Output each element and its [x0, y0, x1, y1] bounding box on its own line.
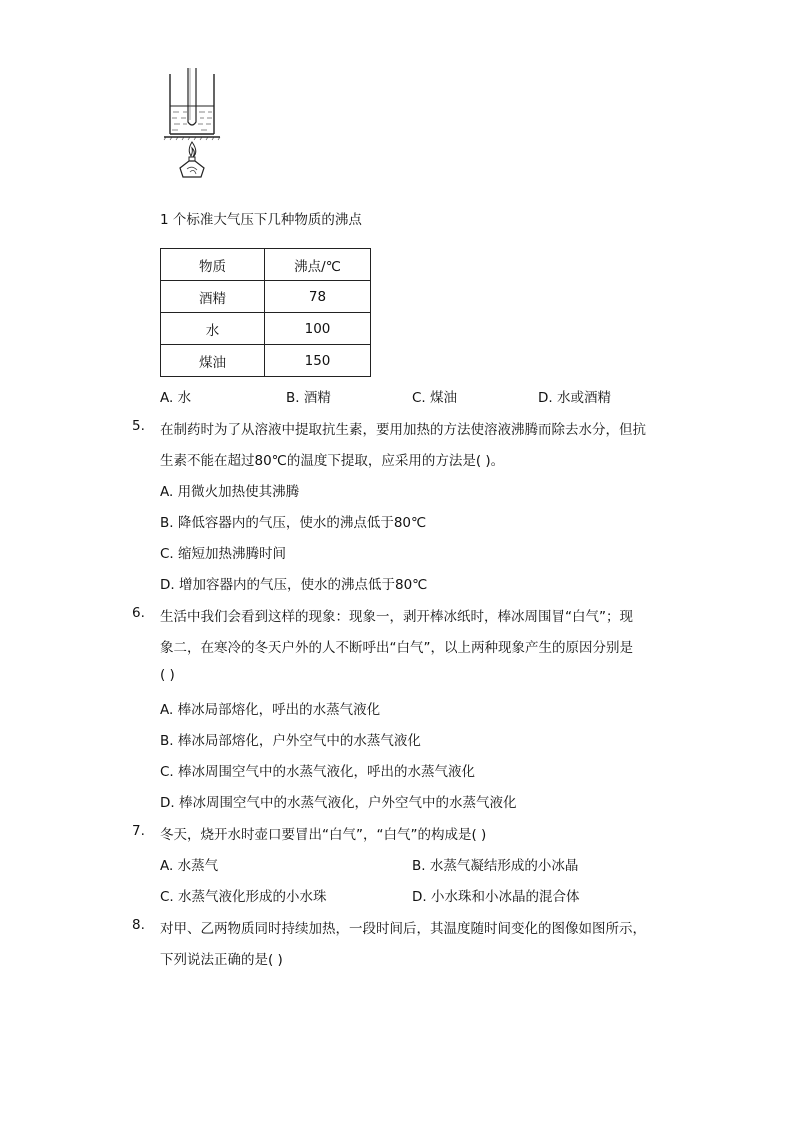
q4-option-a: A. 水 [160, 390, 192, 406]
table-cell: 水 [161, 313, 265, 345]
q6-line-1: 生活中我们会看到这样的现象：现象一，剥开棒冰纸时，棒冰周围冒“白气”；现 [160, 609, 633, 625]
q6-option-d: D. 棒冰周围空气中的水蒸气液化，户外空气中的水蒸气液化 [160, 795, 517, 811]
table-header-row [161, 249, 371, 281]
boiling-point-table [160, 248, 371, 377]
q6-line-3: ( ) [160, 667, 175, 683]
q6-line-2: 象二，在寒冷的冬天户外的人不断呼出“白气”，以上两种现象产生的原因分别是 [160, 640, 633, 656]
q8-line-1: 对甲、乙两物质同时持续加热，一段时间后，其温度随时间变化的图像如图所示， [160, 921, 646, 937]
q7-number: 7. [132, 823, 145, 839]
table-header-cell: 物质 [161, 249, 265, 281]
table-row [161, 281, 371, 313]
q5-line-2: 生素不能在超过80℃的温度下提取，应采用的方法是( )。 [160, 453, 505, 469]
table-row [161, 313, 371, 345]
q5-option-b: B. 降低容器内的气压，使水的沸点低于80℃ [160, 515, 427, 531]
q5-number: 5. [132, 418, 145, 434]
q5-option-d: D. 增加容器内的气压，使水的沸点低于80℃ [160, 577, 428, 593]
boiling-apparatus-figure [160, 64, 224, 180]
table-row [161, 345, 371, 377]
table-cell: 78 [265, 281, 371, 313]
q6-option-a: A. 棒冰局部熔化，呼出的水蒸气液化 [160, 702, 381, 718]
table-header-cell: 沸点/℃ [265, 249, 371, 281]
q4-option-b: B. 酒精 [286, 390, 331, 406]
q7-option-d: D. 小水珠和小冰晶的混合体 [412, 889, 580, 905]
q7-line-1: 冬天，烧开水时壶口要冒出“白气”，“白气”的构成是( ) [160, 827, 487, 843]
q6-number: 6. [132, 605, 145, 621]
q7-option-a: A. 水蒸气 [160, 858, 219, 874]
table-caption: 1 个标准大气压下几种物质的沸点 [160, 212, 362, 228]
q4-option-d: D. 水或酒精 [538, 390, 611, 406]
q5-option-c: C. 缩短加热沸腾时间 [160, 546, 287, 562]
q8-line-2: 下列说法正确的是( ) [160, 952, 283, 968]
q7-option-b: B. 水蒸气凝结形成的小冰晶 [412, 858, 579, 874]
q8-number: 8. [132, 917, 145, 933]
q5-option-a: A. 用微火加热使其沸腾 [160, 484, 300, 500]
table-cell: 煤油 [161, 345, 265, 377]
q6-option-c: C. 棒冰周围空气中的水蒸气液化，呼出的水蒸气液化 [160, 764, 476, 780]
q6-option-b: B. 棒冰局部熔化，户外空气中的水蒸气液化 [160, 733, 421, 749]
table-cell: 酒精 [161, 281, 265, 313]
q7-option-c: C. 水蒸气液化形成的小水珠 [160, 889, 327, 905]
q5-line-1: 在制药时为了从溶液中提取抗生素，要用加热的方法使溶液沸腾而除去水分，但抗 [160, 422, 646, 438]
q4-option-c: C. 煤油 [412, 390, 458, 406]
table-cell: 150 [265, 345, 371, 377]
table-cell: 100 [265, 313, 371, 345]
